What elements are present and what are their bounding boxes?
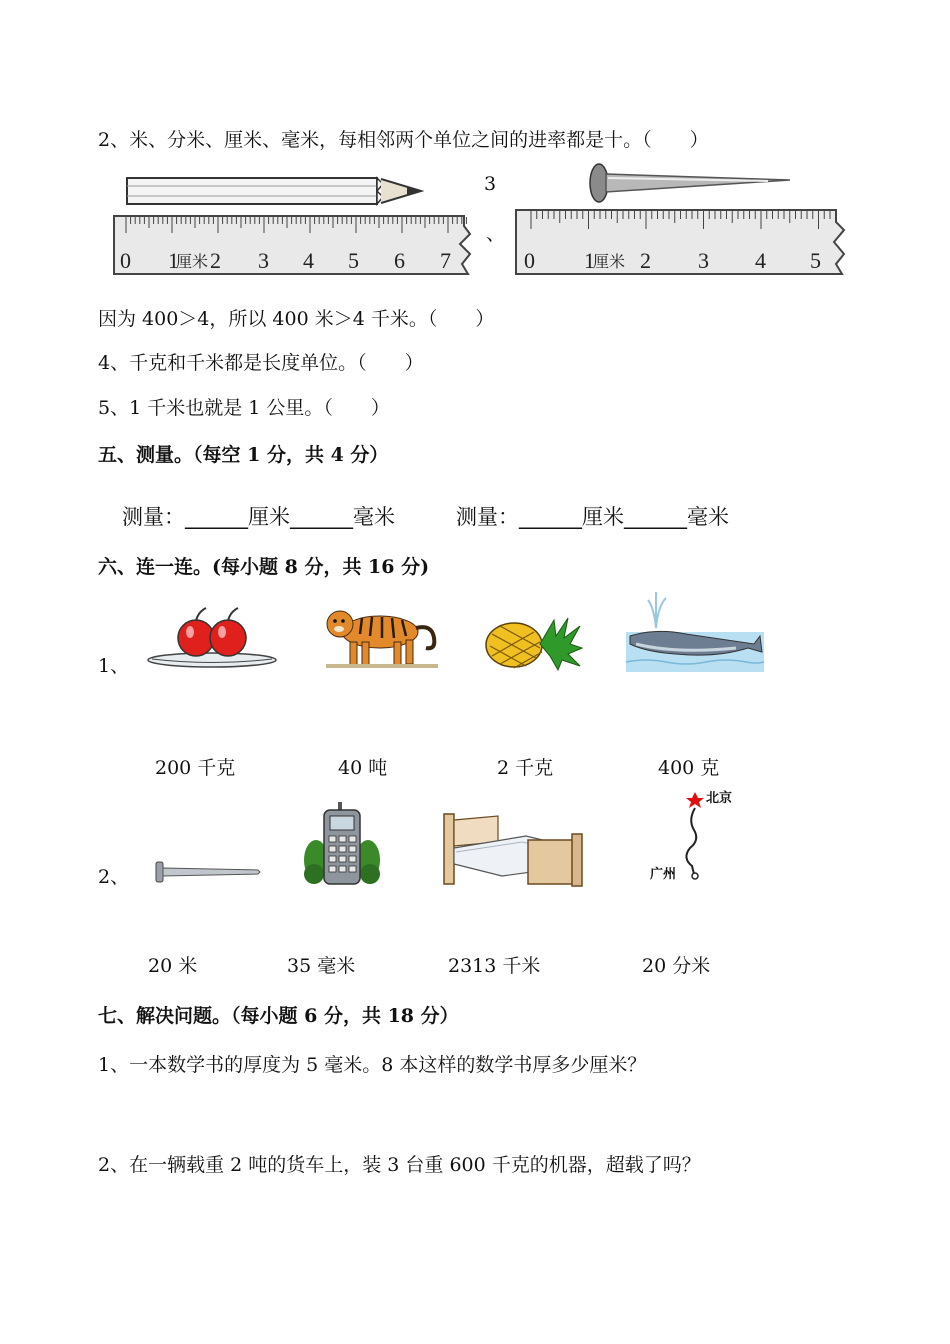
left-ruler — [112, 214, 474, 278]
row1-number: 1、 — [98, 655, 130, 677]
measure-right-cm-blank[interactable]: ______ — [519, 505, 582, 529]
row1-label-2[interactable]: 40 吨 — [338, 757, 388, 779]
map-label-south: 广州 — [650, 867, 677, 882]
map-label-north: 北京 — [706, 791, 733, 806]
measure-left-mm-unit: 毫米 — [353, 505, 395, 529]
row2-label-3[interactable]: 2313 千米 — [448, 955, 541, 977]
measure-right-mm-unit: 毫米 — [687, 505, 729, 529]
row1-label-3[interactable]: 2 千克 — [497, 757, 554, 779]
measure-left-cm-unit: 厘米 — [248, 505, 290, 529]
row1-label-1[interactable]: 200 千克 — [155, 757, 236, 779]
measure-right-cm-unit: 厘米 — [582, 505, 624, 529]
apples-image[interactable] — [146, 604, 278, 670]
measure-right — [456, 505, 729, 529]
section7-q1: 1、一本数学书的厚度为 5 毫米。8 本这样的数学书厚多少厘米？ — [98, 1054, 647, 1076]
left-ruler-label-4: 4 — [303, 248, 314, 273]
right-ruler-label-5: 5 — [810, 248, 821, 273]
left-ruler-label-3: 3 — [258, 248, 269, 273]
map-route-image[interactable] — [648, 786, 774, 886]
section7-q2: 2、在一辆载重 2 吨的货车上，装 3 台重 600 千克的机器，超载了吗？ — [98, 1154, 701, 1176]
q4-item3: 因为 400＞4，所以 400 米＞4 千米。（ ） — [98, 308, 495, 330]
measure-left — [122, 505, 395, 529]
measure-left-cm-blank[interactable]: ______ — [185, 505, 248, 529]
phone-image[interactable] — [304, 800, 380, 886]
measure-right-mm-blank[interactable]: ______ — [624, 505, 687, 529]
measure-left-mm-blank[interactable]: ______ — [290, 505, 353, 529]
pencil-image — [125, 172, 425, 210]
q4-item4: 4、千克和千米都是长度单位。（ ） — [98, 352, 424, 374]
q4-item3-number: 3 — [484, 173, 497, 195]
row2-number: 2、 — [98, 866, 130, 888]
nail-image — [588, 162, 794, 204]
left-ruler-label-0: 0 — [120, 248, 131, 273]
whale-image[interactable] — [626, 588, 764, 672]
right-ruler-label-3: 3 — [698, 248, 709, 273]
small-nail-image[interactable] — [154, 860, 262, 884]
bed-image[interactable] — [442, 812, 584, 888]
row2-label-1[interactable]: 20 米 — [148, 955, 198, 977]
section5-title: 五、测量。（每空 1 分，共 4 分） — [98, 444, 389, 466]
measure-right-label: 测量： — [456, 505, 519, 529]
q4-item2: 2、米、分米、厘米、毫米，每相邻两个单位之间的进率都是十。（ ） — [98, 129, 709, 151]
q4-item5: 5、1 千米也就是 1 公里。（ ） — [98, 397, 390, 419]
right-ruler-label-2: 2 — [640, 248, 651, 273]
q4-item3-separator: 、 — [486, 223, 506, 245]
row2-label-4[interactable]: 20 分米 — [642, 955, 711, 977]
section6-title: 六、连一连。(每小题 8 分，共 16 分) — [98, 556, 430, 578]
left-ruler-label-2: 2 — [210, 248, 221, 273]
row1-label-4[interactable]: 400 克 — [658, 757, 720, 779]
left-ruler-label-5: 5 — [348, 248, 359, 273]
left-ruler-label-6: 6 — [394, 248, 405, 273]
beijing-star-icon — [686, 792, 704, 808]
right-ruler-label-1: 1 — [584, 248, 595, 273]
right-ruler-unit: 厘米 — [593, 252, 626, 271]
guangzhou-dot-icon — [692, 873, 698, 879]
right-ruler-label-0: 0 — [524, 248, 535, 273]
right-ruler — [514, 208, 846, 278]
right-ruler-label-4: 4 — [755, 248, 766, 273]
pineapple-image[interactable] — [484, 614, 584, 672]
left-ruler-unit: 厘米 — [176, 252, 209, 271]
section7-title: 七、解决问题。（每小题 6 分，共 18 分） — [98, 1005, 459, 1027]
row2-label-2[interactable]: 35 毫米 — [287, 955, 356, 977]
measure-left-label: 测量： — [122, 505, 185, 529]
left-ruler-label-1: 1 — [168, 248, 179, 273]
tiger-image[interactable] — [322, 598, 442, 670]
left-ruler-label-7: 7 — [440, 248, 451, 273]
